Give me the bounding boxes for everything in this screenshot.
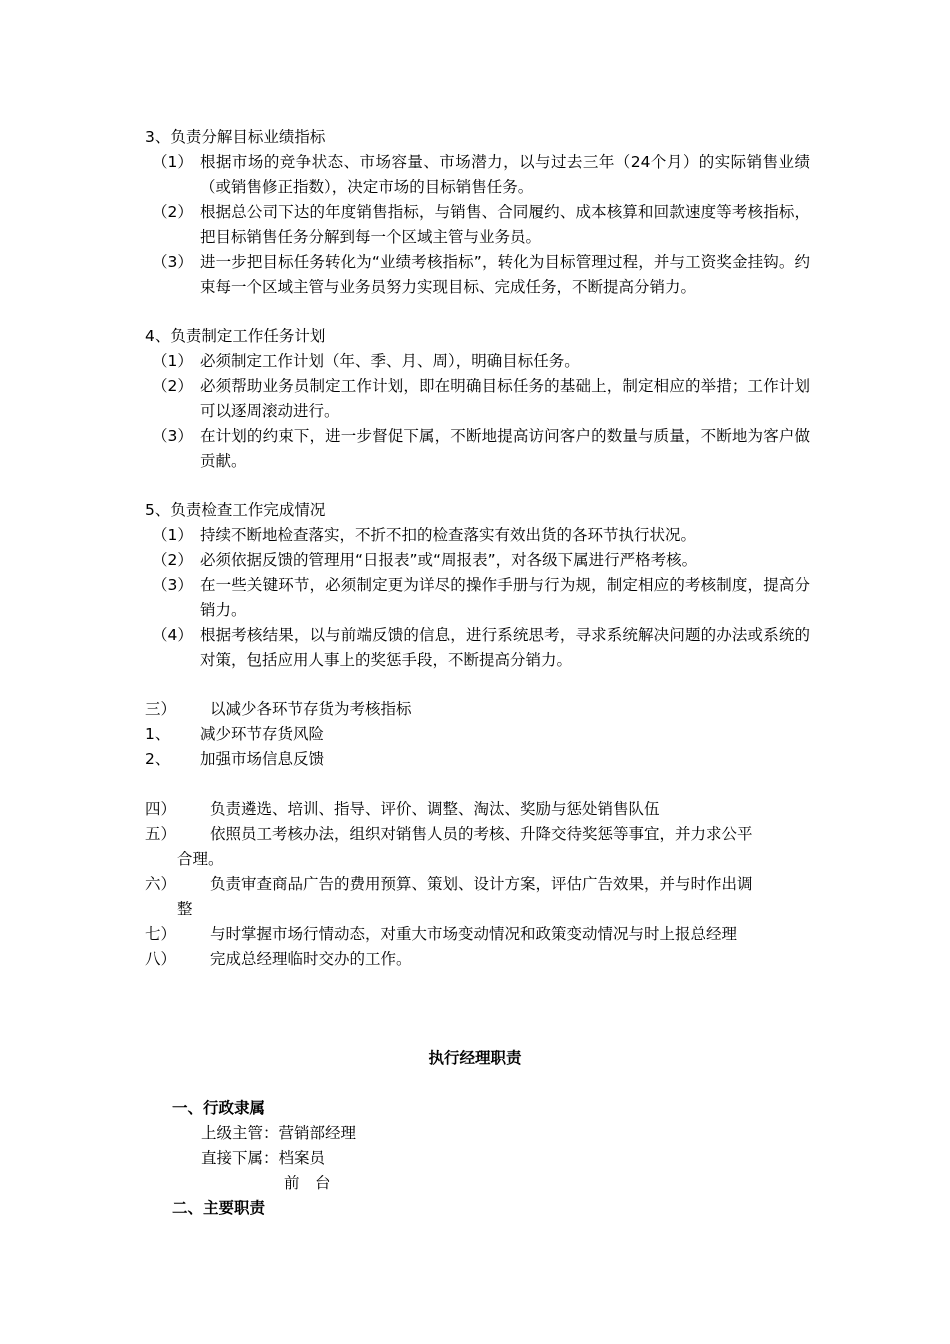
parts-list <box>145 797 810 972</box>
list-item <box>145 623 810 673</box>
list-item <box>145 150 810 200</box>
item-number: （1） <box>152 352 193 370</box>
section-5-heading: 5、负责检查工作完成情况 <box>145 501 326 519</box>
superior-line: 上级主管：营销部经理 <box>201 1124 357 1142</box>
item-number: （2） <box>152 377 193 395</box>
section-4 <box>145 324 810 474</box>
item-text: 加强市场信息反馈 <box>200 750 325 768</box>
item-number: （1） <box>152 526 193 544</box>
part-number: 八） <box>145 950 177 968</box>
item-number: （2） <box>152 551 193 569</box>
part-text: 完成总经理临时交办的工作。 <box>210 950 412 968</box>
part-text: 负责审查商品广告的费用预算、策划、设计方案，评估广告效果，并与时作出调 <box>210 875 753 893</box>
part-item <box>145 822 810 872</box>
list-item <box>145 250 810 300</box>
item-text: 根据市场的竞争状态、市场容量、市场潜力，以与过去三年（24个月）的实际销售业绩（或销售修正指数），决定市场的目标销售任务。 <box>200 153 810 196</box>
subordinate-line: 直接下属：档案员 <box>201 1149 326 1167</box>
item-number: （4） <box>152 626 193 644</box>
part-number: 五） <box>145 825 177 843</box>
item-text: 必须依据反馈的管理用“日报表”或“周报表”，对各级下属进行严格考核。 <box>200 551 698 569</box>
part-item <box>145 797 810 822</box>
item-text: 减少环节存货风险 <box>200 725 325 743</box>
item-text: 根据考核结果，以与前端反馈的信息，进行系统思考，寻求系统解决问题的办法或系统的对策，包括应用人事上的奖惩手段，不断提高分销力。 <box>200 626 810 669</box>
part-number: 四） <box>145 800 177 818</box>
part-text: 依照员工考核办法，组织对销售人员的考核、升降交待奖惩等事宜，并力求公平 <box>210 825 753 843</box>
item-number: （3） <box>152 253 193 271</box>
item-number: （3） <box>152 427 193 445</box>
part-item <box>145 947 810 972</box>
list-item <box>145 722 810 747</box>
item-number: （3） <box>152 576 193 594</box>
item-text: 必须制定工作计划（年、季、月、周），明确目标任务。 <box>200 352 580 370</box>
item-text: 持续不断地检查落实，不折不扣的检查落实有效出货的各环节执行状况。 <box>200 526 697 544</box>
subordinate-extra: 前 台 <box>284 1174 331 1192</box>
part-text-continued: 整 <box>177 900 193 918</box>
item-number: （1） <box>152 153 193 171</box>
part-number: 七） <box>145 925 177 943</box>
item-number: 2、 <box>145 750 171 768</box>
part-number: 三） <box>145 700 177 718</box>
list-item <box>145 548 810 573</box>
part-text: 以减少各环节存货为考核指标 <box>210 700 412 718</box>
list-item <box>145 573 810 623</box>
part-item <box>145 872 810 922</box>
item-number: （2） <box>152 203 193 221</box>
item-text: 根据总公司下达的年度销售指标，与销售、合同履约、成本核算和回款速度等考核指标，把目标销售任务分解到每一个区域主管与业务员。 <box>200 203 810 246</box>
part-number: 六） <box>145 875 177 893</box>
section-5 <box>145 498 810 673</box>
list-item <box>145 424 810 474</box>
section-3 <box>145 125 810 300</box>
part-item <box>145 922 810 947</box>
item-text: 必须帮助业务员制定工作计划，即在明确目标任务的基础上，制定相应的举措；工作计划可以逐周滚动进行。 <box>200 377 810 420</box>
item-text: 在一些关键环节，必须制定更为详尽的操作手册与行为规，制定相应的考核制度，提高分销力。 <box>200 576 810 619</box>
item-number: 1、 <box>145 725 171 743</box>
item-text: 进一步把目标任务转化为“业绩考核指标”，转化为目标管理过程，并与工资奖金挂钩。约束每一个区域主管与业务员努力实现目标、完成任务，不断提高分销力。 <box>200 253 810 296</box>
part-text-continued: 合理。 <box>177 850 224 868</box>
section-3-heading: 3、负责分解目标业绩指标 <box>145 128 326 146</box>
list-item <box>145 200 810 250</box>
admin-section <box>172 1096 772 1221</box>
list-item <box>145 374 810 424</box>
part-3 <box>145 697 810 772</box>
document-title: 执行经理职责 <box>428 1049 522 1067</box>
admin-heading: 一、行政隶属 <box>172 1099 266 1117</box>
list-item <box>145 747 810 772</box>
list-item <box>145 349 810 374</box>
duties-heading: 二、主要职责 <box>172 1199 266 1217</box>
list-item <box>145 523 810 548</box>
section-4-heading: 4、负责制定工作任务计划 <box>145 327 326 345</box>
part-text: 负责遴选、培训、指导、评价、调整、淘汰、奖励与惩处销售队伍 <box>210 800 660 818</box>
part-text: 与时掌握市场行情动态，对重大市场变动情况和政策变动情况与时上报总经理 <box>210 925 738 943</box>
item-text: 在计划的约束下，进一步督促下属，不断地提高访问客户的数量与质量，不断地为客户做贡献。 <box>200 427 810 470</box>
part-heading <box>145 697 810 722</box>
